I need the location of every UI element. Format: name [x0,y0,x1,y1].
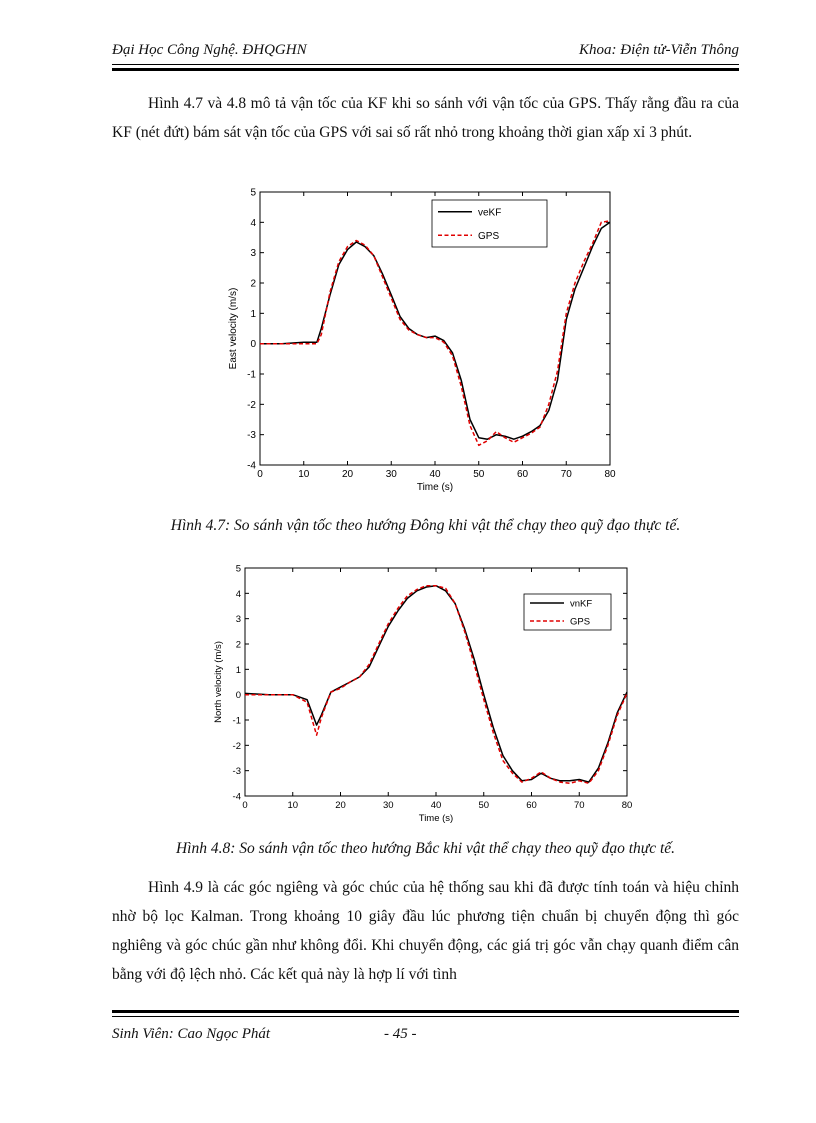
x-tick-label: 70 [573,800,585,811]
x-tick-label: 30 [382,800,394,811]
x-tick-label: 0 [257,469,263,480]
x-tick-label: 10 [287,800,299,811]
y-tick-label: -3 [232,766,241,778]
legend-label-gps: GPS [478,230,500,242]
footer-rule-thin [112,1016,739,1017]
x-tick-label: 30 [385,469,397,480]
x-tick-label: 70 [560,469,572,480]
y-tick-label: 1 [250,308,256,320]
x-tick-label: 20 [341,469,354,480]
y-tick-label: 5 [235,563,241,575]
x-tick-label: 20 [335,800,346,811]
y-tick-label: 2 [250,278,256,290]
x-tick-label: 50 [478,800,490,811]
paragraph-intro: Hình 4.7 và 4.8 mô tả vận tốc của KF khi so sánh với vận tốc của GPS. Thấy rằng đầu ra của KF (nét đứt) bám sát vận tốc của GPS với sai số rất nhỏ trong khoảng thời gian xấp xỉ 3 phút. [112,95,739,141]
x-tick-label: 0 [242,800,248,811]
x-tick-label: 80 [621,800,633,811]
header-faculty: Khoa: Điện tử-Viễn Thông [579,42,739,58]
x-tick-label: 40 [430,800,442,811]
chart-north-velocity [202,560,638,830]
y-tick-label: 2 [235,639,241,651]
y-tick-label: 3 [250,248,256,260]
page-header [112,42,739,66]
y-tick-label: -1 [232,715,241,727]
chart-east-velocity [210,183,620,505]
y-tick-label: 0 [250,339,256,351]
footer-rule-thick [112,1010,739,1013]
x-tick-label: 60 [526,800,537,811]
legend-label-vnkf: vnKF [570,598,593,610]
y-tick-label: 4 [235,588,241,600]
y-tick-label: 5 [250,187,256,199]
x-axis-label: Time (s) [416,482,454,493]
page-number: - 45 - [384,1026,417,1042]
figure-north-velocity [202,560,638,830]
y-axis-label: North velocity (m/s) [213,641,224,723]
y-axis-label: East velocity (m/s) [228,287,239,370]
y-tick-label: -2 [232,740,241,752]
x-tick-label: 40 [429,469,441,480]
y-tick-label: -3 [247,430,256,442]
y-tick-label: -4 [232,791,241,803]
paragraph-angles: Hình 4.9 là các góc ngiêng và góc chúc của hệ thống sau khi đã được tính toán và hiệu chỉnh nhờ bộ lọc Kalman. Trong khoảng 10 giây đầu lúc phương tiện chuẩn bị chuyển động thì góc nghiêng và góc chúc gần như không đổi. Khi chuyển động, các giá trị góc vẫn chạy quanh điểm cân bằng với độ lệch nhỏ. Các kết quả này là hợp lí với tình [112,879,739,983]
y-tick-label: -2 [247,399,256,411]
header-university: Đại Học Công Nghệ. ĐHQGHN [112,42,307,58]
header-rule-thin [112,64,739,65]
x-tick-label: 80 [604,469,616,480]
y-tick-label: 1 [235,664,241,676]
figure-caption-4-7: Hình 4.7: So sánh vận tốc theo hướng Đông khi vật thể chạy theo quỹ đạo thực tế. [170,517,681,534]
y-tick-label: 3 [235,614,241,626]
y-tick-label: -4 [247,460,256,472]
figure-caption-4-8: Hình 4.8: So sánh vận tốc theo hướng Bắc khi vật thể chạy theo quỹ đạo thực tế. [175,840,676,857]
legend-box [524,594,611,630]
y-tick-label: -1 [247,369,256,381]
y-tick-label: 4 [250,217,256,229]
header-rule-thick [112,68,739,71]
x-tick-label: 10 [298,469,310,480]
y-tick-label: 0 [235,690,241,702]
x-tick-label: 60 [516,469,529,480]
legend-label-vekf: veKF [478,207,502,219]
legend-label-gps: GPS [570,616,591,628]
x-tick-label: 50 [473,469,485,480]
figure-east-velocity [210,183,620,505]
footer-student: Sinh Viên: Cao Ngọc Phát [112,1026,271,1042]
x-axis-label: Time (s) [418,813,454,824]
